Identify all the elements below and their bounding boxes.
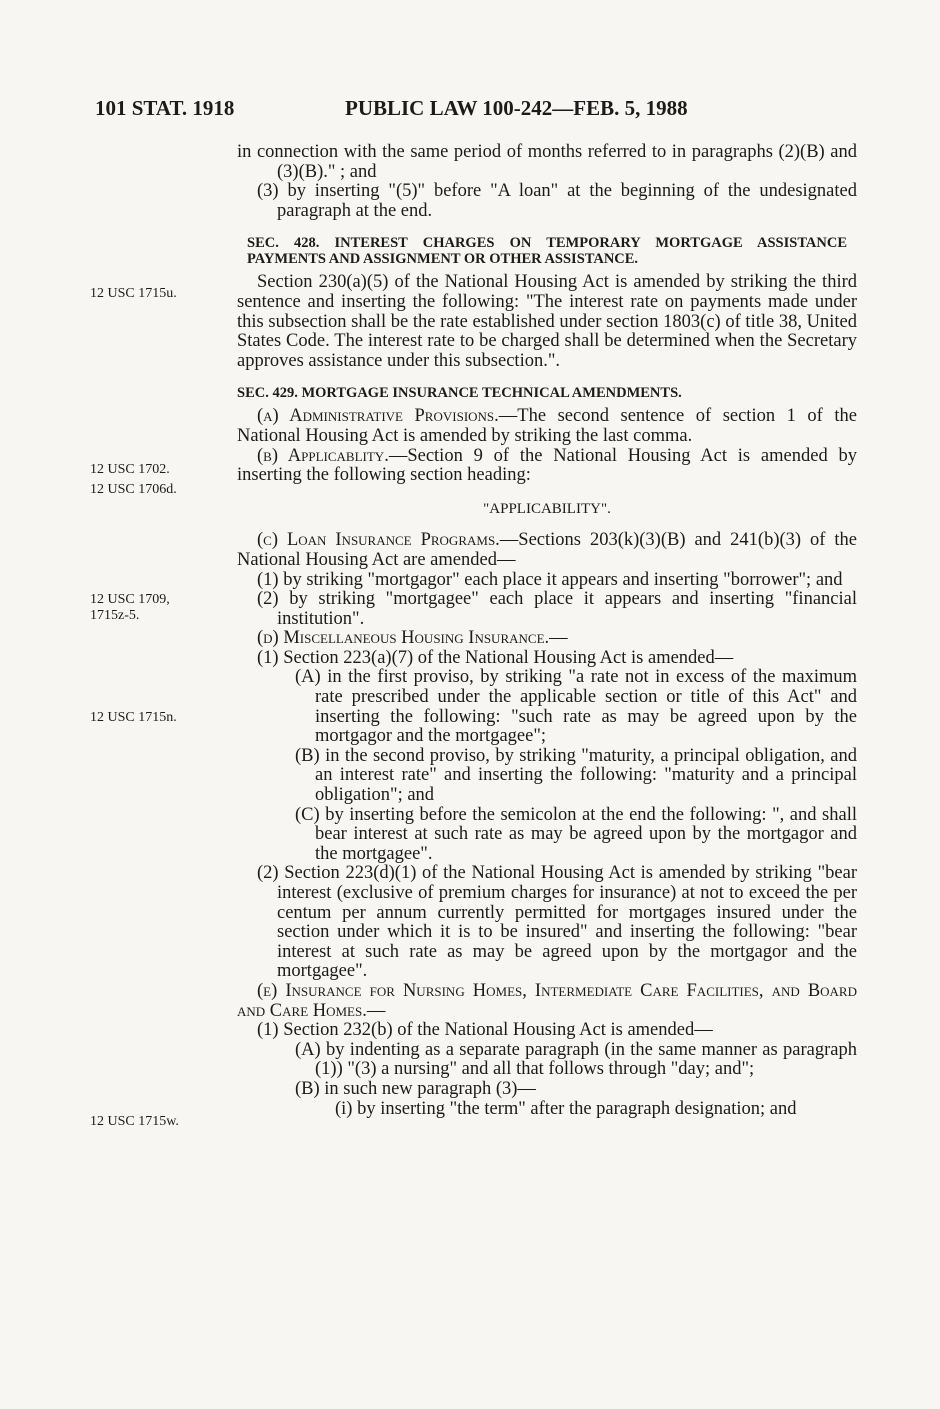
margin-note-1702: 12 USC 1702.	[90, 462, 170, 477]
subsection-c-1: (1) by striking "mortgagor" each place it appears and inserting "borrower"; and	[257, 569, 843, 590]
subsection-e: (e) Insurance for Nursing Homes, Intermediate Care Facilities, and Board and Care Homes.—	[237, 980, 857, 1021]
margin-note-1715u: 12 USC 1715u.	[90, 286, 177, 301]
applicability-heading: "APPLICABILITY".	[483, 500, 611, 517]
statute-page-reference: 101 STAT. 1918	[95, 96, 235, 120]
subsection-d-1-A: (A) in the first proviso, by striking "a rate not in excess of the maximum rate prescribed under the applicable section or title of this Act" and inserting the following: "such rate as may be agreed upon by the mortgagor and the mortgagee";	[295, 667, 857, 747]
margin-notes	[0, 0, 230, 1409]
subsection-b	[237, 447, 857, 486]
subsection-a-text: —The second sentence of section 1 of the National Housing Act is amended by striking the last comma.	[237, 406, 857, 446]
margin-note-1709: 12 USC 1709,	[90, 592, 170, 607]
subsection-d-1-B: (B) in the second proviso, by striking "maturity, a principal obligation, and an interest rate" and inserting the following: "maturity and a principal obligation"; and	[295, 745, 857, 806]
margin-note-1715w: 12 USC 1715w.	[90, 1114, 179, 1129]
margin-note-1706d: 12 USC 1706d.	[90, 482, 177, 497]
section-428-heading: SEC. 428. INTEREST CHARGES ON TEMPORARY MORTGAGE ASSISTANCE PAYMENTS AND ASSIGNMENT OR OTHER ASSISTANCE.	[247, 235, 847, 268]
paragraph-continuation: in connection with the same period of months referred to in paragraphs (2)(B) and (3)(B)." ; and	[237, 142, 857, 182]
subsection-e-1-B: (B) in such new paragraph (3)—	[295, 1078, 536, 1099]
page-body	[237, 143, 857, 1119]
subsection-e-1-A: (A) by indenting as a separate paragraph (in the same manner as paragraph (1)) "(3) a nursing" and all that follows through "day; and";	[295, 1039, 857, 1080]
subsection-a-label: (a) Administrative Provisions.	[257, 406, 499, 427]
subsection-e-label: (e) Insurance for Nursing Homes, Intermediate Care Facilities, and Board and Care Homes.	[237, 980, 857, 1021]
subsection-b-text: —Section 9 of the National Housing Act is amended by inserting the following section heading:	[237, 445, 857, 486]
section-428-text: Section 230(a)(5) of the National Housing Act is amended by striking the third sentence and inserting the following: "The interest rate on payments made under this subsection shall be the rate established under section 1803(c) of title 38, United States Code. The interest rate to be charged shall be determined when the Secretary approves assistance under this subsection.".	[237, 272, 857, 371]
paragraph-3: (3) by inserting "(5)" before "A loan" at the beginning of the undesignated paragraph at the end.	[257, 181, 857, 221]
margin-note-1715n: 12 USC 1715n.	[90, 710, 177, 725]
section-429-heading: SEC. 429. MORTGAGE INSURANCE TECHNICAL AMENDMENTS.	[237, 385, 682, 402]
subsection-c	[237, 531, 857, 570]
subsection-b-label: (b) Applicablity.	[257, 445, 389, 466]
subsection-d-1: (1) Section 223(a)(7) of the National Housing Act is amended—	[257, 647, 734, 668]
margin-note-1715z5: 1715z-5.	[90, 608, 140, 623]
subsection-d: (d) Miscellaneous Housing Insurance.—	[257, 628, 568, 649]
subsection-d-label: (d) Miscellaneous Housing Insurance.	[257, 628, 550, 649]
subsection-e-1-B-i: (i) by inserting "the term" after the paragraph designation; and	[335, 1098, 797, 1119]
subsection-c-2: (2) by striking "mortgagee" each place it appears and inserting "financial institution".	[257, 589, 857, 629]
subsection-c-text: —Sections 203(k)(3)(B) and 241(b)(3) of the National Housing Act are amended—	[237, 530, 857, 570]
subsection-d-1-C: (C) by inserting before the semicolon at the end the following: ", and shall bear interest at such rate as may be agreed upon by the mortgagor and the mortgagee".	[295, 804, 857, 864]
subsection-c-label: (c) Loan Insurance Programs.	[257, 530, 500, 551]
subsection-d-2: (2) Section 223(d)(1) of the National Housing Act is amended by striking "bear interest (exclusive of premium charges for insurance) at not to exceed the per centum per annum currently permitted for mortgages insured under the section under which it is to be insured" and inserting the following: "bear interest at such rate as may be agreed upon by the mortgagor and the mortgagee".	[257, 863, 857, 982]
subsection-e-1: (1) Section 232(b) of the National Housing Act is amended—	[257, 1020, 713, 1041]
law-title: PUBLIC LAW 100-242—FEB. 5, 1988	[345, 96, 688, 120]
subsection-a	[237, 407, 857, 446]
